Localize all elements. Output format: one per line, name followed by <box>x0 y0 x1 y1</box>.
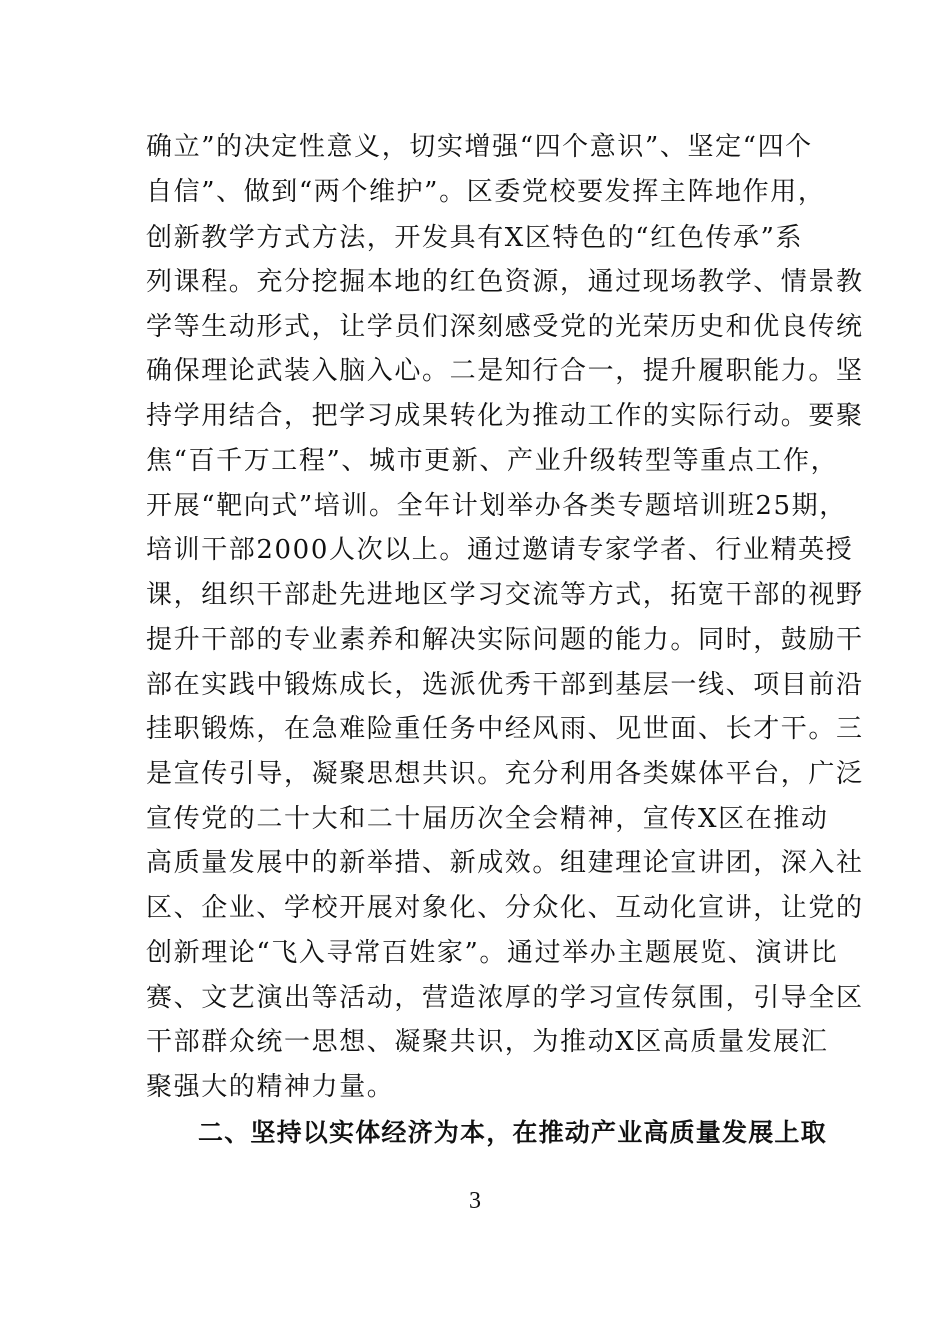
body-line: 课，组织干部赴先进地区学习交流等方式，拓宽干部的视野 <box>146 580 864 610</box>
body-line: 高质量发展中的新举措、新成效。组建理论宣讲团，深入社 <box>146 848 864 878</box>
page-number: 3 <box>469 1188 481 1214</box>
body-line: 确立”的决定性意义，切实增强“四个意识”、坚定“四个 <box>146 132 813 162</box>
body-line: 聚强大的精神力量。 <box>146 1072 395 1102</box>
body-line: 创新理论“飞入寻常百姓家”。通过举办主题展览、演讲比 <box>146 938 839 968</box>
body-line: 学等生动形式，让学员们深刻感受党的光荣历史和优良传统 <box>146 312 864 342</box>
body-line: 培训干部2000人次以上。通过邀请专家学者、行业精英授 <box>146 535 854 565</box>
body-line: 挂职锻炼，在急难险重任务中经风雨、见世面、长才干。三 <box>146 714 864 744</box>
body-line: 列课程。充分挖掘本地的红色资源，通过现场教学、情景教 <box>146 267 864 297</box>
body-line: 部在实践中锻炼成长，选派优秀干部到基层一线、项目前沿 <box>146 670 864 700</box>
body-line: 焦“百千万工程”、城市更新、产业升级转型等重点工作， <box>146 446 839 476</box>
body-line: 干部群众统一思想、凝聚共识，为推动X区高质量发展汇 <box>146 1027 829 1057</box>
body-line: 开展“靶向式”培训。全年计划举办各类专题培训班25期， <box>146 491 847 521</box>
body-line: 赛、文艺演出等活动，营造浓厚的学习宣传氛围，引导全区 <box>146 983 864 1013</box>
body-line: 确保理论武装入脑入心。二是知行合一，提升履职能力。坚 <box>146 356 864 386</box>
body-line: 区、企业、学校开展对象化、分众化、互动化宣讲，让党的 <box>146 893 864 923</box>
body-line: 创新教学方式方法，开发具有X区特色的“红色传承”系 <box>146 223 804 253</box>
section-heading: 二、坚持以实体经济为本，在推动产业高质量发展上取 <box>198 1118 827 1147</box>
body-line: 提升干部的专业素养和解决实际问题的能力。同时，鼓励干 <box>146 625 864 655</box>
body-line: 自信”、做到“两个维护”。区委党校要发挥主阵地作用， <box>146 177 826 207</box>
body-line: 是宣传引导，凝聚思想共识。充分利用各类媒体平台，广泛 <box>146 759 864 789</box>
body-line: 宣传党的二十大和二十届历次全会精神，宣传X区在推动 <box>146 804 829 834</box>
body-line: 持学用结合，把学习成果转化为推动工作的实际行动。要聚 <box>146 401 864 431</box>
